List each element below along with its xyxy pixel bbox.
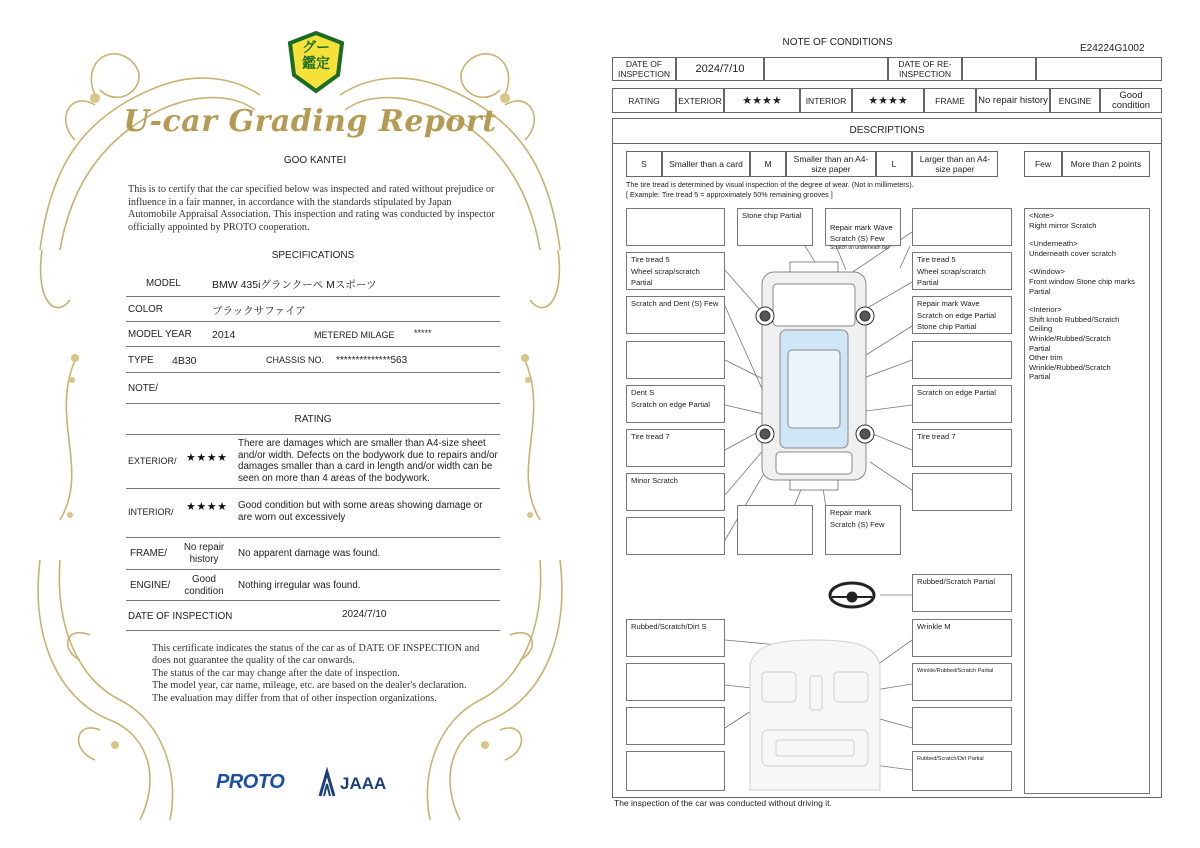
rating-heading: RATING <box>294 414 332 425</box>
note-line: Wrinkle/Rubbed/Scratch <box>1029 333 1111 343</box>
exterior-label: EXTERIOR <box>676 88 724 113</box>
rating-row-date <box>126 601 500 631</box>
note-line: Underneath cover scratch <box>1029 248 1116 258</box>
box-rubbed-dirt-partial: Rubbed/Scratch/Dirt Partial <box>912 751 1012 791</box>
note-line: Wrinkle/Rubbed/Scratch <box>1029 362 1111 372</box>
document-id: E24224G1002 <box>1080 43 1145 54</box>
legend-l-desc: Larger than an A4-size paper <box>912 151 998 177</box>
proto-logo: PROTO <box>216 771 285 793</box>
interior-label: INTERIOR <box>800 88 852 113</box>
note-line: Other trim <box>1029 353 1063 363</box>
note-line: <Window> <box>1029 267 1065 277</box>
rating-label: RATING <box>612 88 676 113</box>
box-repair-wave-small: Scratch on underneath bar <box>830 244 890 251</box>
box-rubbed-partial: Rubbed/Scratch Partial <box>912 574 1012 612</box>
model-year-value: 2014 <box>212 329 236 341</box>
frame-label: FRAME/ <box>130 548 168 559</box>
box-rear-center-blank <box>737 505 813 555</box>
spec-row-note <box>126 373 500 404</box>
exterior-label: EXTERIOR/ <box>128 456 177 466</box>
model-year-label: MODEL YEAR <box>128 329 192 340</box>
note-line: Shift knob Rubbed/Scratch <box>1029 314 1120 324</box>
legend-l: L <box>876 151 912 177</box>
interior-description: Good condition but with some areas showing damage or are worn out excessively <box>238 500 483 523</box>
box-rear-left-blank <box>626 517 725 555</box>
box-front-right-blank <box>912 208 1012 246</box>
legend-m-desc: Smaller than an A4-size paper <box>786 151 876 177</box>
inspection-date-value: 2024/7/10 <box>676 57 764 81</box>
mileage-value: ***** <box>414 328 432 338</box>
note-of-conditions <box>600 0 1200 848</box>
disclaimer-paragraph: This certificate indicates the status of the car as of DATE OF INSPECTION and does not guarantee the quality of the car onwards. The status of the car may change after the date of inspection. The model year, car name, mileage, etc. are based on the dealer's declaration. The evaluation may differ from that of other inspection organizations. <box>152 643 480 704</box>
box-front-left-blank <box>626 208 725 246</box>
note-line: Ceiling <box>1029 324 1053 334</box>
spec-row-type <box>126 347 500 373</box>
rating-row-frame <box>126 538 500 570</box>
box-repair-rear: Repair mark Scratch (S) Few <box>825 505 901 555</box>
box-repair-wave-text: Repair mark Wave Scratch (S) Few <box>830 222 893 243</box>
certify-paragraph: This is to certify that the car specified below was inspected and rated without prejudice or influence in a fair manner, in accordance with the standards stipulated by Japan Automobile Appraisal Association. This inspection and rating was conducted by inspector officially appointed by PROTO cooperation. <box>128 184 495 233</box>
rating-row-engine <box>126 570 500 601</box>
exterior-description: There are damages which are smaller than A4-size sheet and/or width. Defects on the bodywork due to repairs and/or damages smaller than a card in length and/or width can be seen on more than 4 areas of the bodywork. <box>238 438 498 484</box>
rating-row-exterior <box>126 434 500 489</box>
legend-s: S <box>626 151 662 177</box>
engine-description: Nothing irregular was found. <box>238 580 361 591</box>
box-repair-right: Repair mark Wave Scratch on edge Partial Stone chip Partial <box>912 296 1012 334</box>
box-rear-right-blank <box>912 473 1012 511</box>
box-interior-left-2 <box>626 707 725 745</box>
box-scratch-edge-right: Scratch on edge Partial <box>912 385 1012 423</box>
interior-label: INTERIOR/ <box>128 507 174 517</box>
box-rubbed-dirt-s: Rubbed/Scratch/Dirt S <box>626 619 725 657</box>
box-left-mid-blank <box>626 341 725 379</box>
box-interior-left-1 <box>626 663 725 701</box>
box-scratch-dent: Scratch and Dent (S) Few <box>626 296 725 334</box>
interior-stars: ★★★★ <box>852 88 924 113</box>
inspection-date-label: DATE OF INSPECTION <box>612 57 676 81</box>
conditions-title: NOTE OF CONDITIONS <box>782 37 893 48</box>
exterior-stars: ★★★★ <box>186 452 228 464</box>
steering-wheel-icon <box>830 583 874 607</box>
type-label: TYPE <box>128 355 154 366</box>
box-tire-rl: Tire tread 7 <box>626 429 725 467</box>
notes-panel <box>1024 208 1150 794</box>
jaaa-logo: JAAA <box>340 774 387 793</box>
box-interior-right-2 <box>912 707 1012 745</box>
chassis-label: CHASSIS NO. <box>266 355 325 365</box>
jaaa-emblem-icon <box>316 770 338 798</box>
box-interior-left-3 <box>626 751 725 791</box>
report-title: U-car Grading Report <box>123 104 497 139</box>
box-tire-rr: Tire tread 7 <box>912 429 1012 467</box>
sponsor-logos <box>212 770 402 800</box>
frame-label: FRAME <box>924 88 976 113</box>
specifications-heading: SPECIFICATIONS <box>271 250 355 261</box>
note-line: Partial <box>1029 343 1051 353</box>
footer-note: The inspection of the car was conducted without driving it. <box>614 798 832 808</box>
color-value: ブラックサファイア <box>212 305 306 317</box>
engine-value: Good condition <box>1100 88 1162 113</box>
engine-value: Good condition <box>184 574 224 597</box>
note-label: NOTE/ <box>128 383 158 394</box>
tire-tread-note: The tire tread is determined by visual inspection of the degree of wear. (Not in millimeters). [ Example: Tire tread 5 = approximately 50% remaining grooves ] <box>626 180 914 199</box>
engine-label: ENGINE/ <box>130 580 171 591</box>
box-minor-scratch: Minor Scratch <box>626 473 725 511</box>
spec-row-model <box>126 270 500 297</box>
interior-stars: ★★★★ <box>186 501 228 513</box>
box-right-mid-blank <box>912 341 1012 379</box>
reinspection-date-label: DATE OF RE-INSPECTION <box>888 57 962 81</box>
mileage-label: METERED MILAGE <box>314 330 395 340</box>
note-line: <Interior> <box>1029 305 1062 315</box>
frame-value: No repair history <box>183 542 225 565</box>
box-dent-s: Dent S Scratch on edge Partial <box>626 385 725 423</box>
note-line: <Note> <box>1029 211 1054 220</box>
rating-row-interior <box>126 489 500 538</box>
date-of-inspection-label: DATE OF INSPECTION <box>128 611 233 622</box>
date-of-inspection-value: 2024/7/10 <box>342 609 387 620</box>
note-line: Partial <box>1029 372 1051 382</box>
frame-description: No apparent damage was found. <box>238 548 381 559</box>
spec-row-color <box>126 297 500 322</box>
badge-text: グー 鑑定 <box>302 40 330 72</box>
engine-label: ENGINE <box>1050 88 1100 113</box>
spec-row-year <box>126 322 500 347</box>
box-wrinkle-m: Wrinkle M <box>912 619 1012 657</box>
model-value: BMW 435iグランクーペ Mスポーツ <box>212 279 377 291</box>
note-line: <Underneath> <box>1029 239 1078 249</box>
box-tire-fr: Tire tread 5 Wheel scrap/scratch Partial <box>912 252 1012 290</box>
box-repair-wave <box>825 208 901 251</box>
descriptions-heading: DESCRIPTIONS <box>612 118 1162 144</box>
type-value: 4B30 <box>172 355 197 367</box>
legend-few-desc: More than 2 points <box>1062 151 1150 177</box>
box-wrinkle-rubbed: Wrinkle/Rubbed/Scratch Partial <box>912 663 1012 701</box>
legend-few: Few <box>1024 151 1062 177</box>
exterior-stars: ★★★★ <box>724 88 800 113</box>
note-line: Right mirror Scratch <box>1029 220 1097 230</box>
box-stone-chip: Stone chip Partial <box>737 208 813 246</box>
legend-s-desc: Smaller than a card <box>662 151 750 177</box>
model-label: MODEL <box>146 278 181 289</box>
frame-value: No repair history <box>976 88 1050 113</box>
legend-m: M <box>750 151 786 177</box>
color-label: COLOR <box>128 304 163 315</box>
box-tire-fl: Tire tread 5 Wheel scrap/scratch Partial <box>626 252 725 290</box>
chassis-value: **************563 <box>336 355 408 366</box>
note-line: Front window Stone chip marks Partial <box>1029 276 1135 296</box>
report-subtitle: GOO KANTEI <box>283 155 347 166</box>
